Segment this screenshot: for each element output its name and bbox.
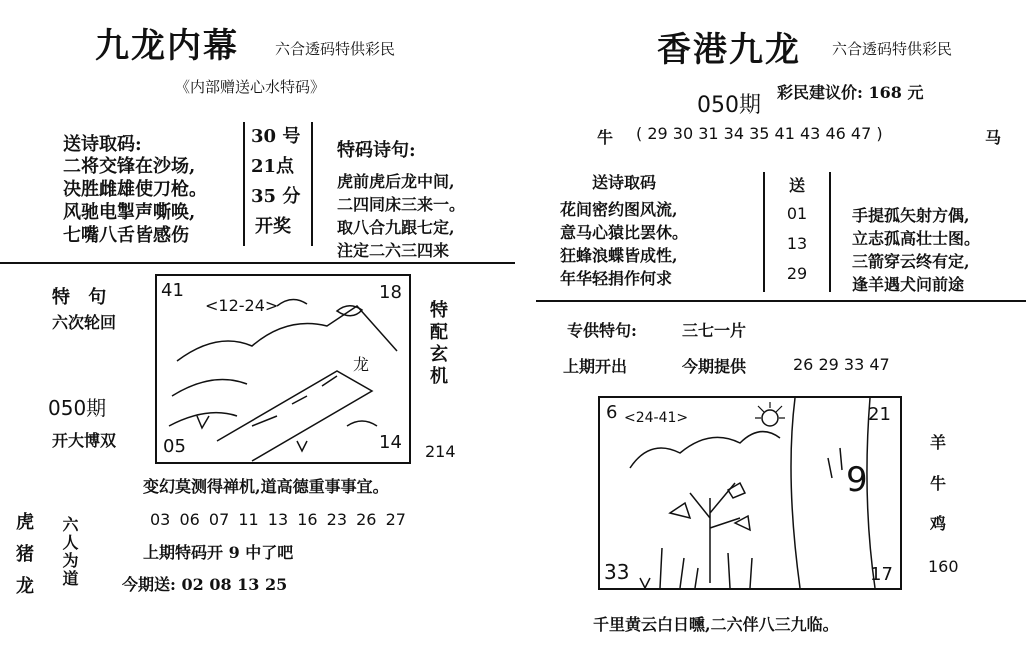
- code-214: 214: [425, 442, 456, 461]
- teju-label: 特 句: [52, 287, 113, 308]
- poem-line: 意马心猿比罢休。: [560, 223, 689, 242]
- big-double: 开大博双: [52, 431, 117, 450]
- right-verse: [852, 204, 980, 296]
- left-special-heading: 特码诗句:: [337, 140, 416, 161]
- draw-time-box: [243, 122, 313, 246]
- right-price: 彩民建议价: 168 元: [777, 83, 924, 102]
- sketch-number-tl: 41: [161, 280, 184, 301]
- left-sketch-drawing: [157, 276, 409, 462]
- right-sketch: [598, 396, 902, 590]
- verse-line: 手提孤矢射方偶,: [852, 206, 970, 225]
- zodiac-rooster: 鸡: [930, 514, 947, 533]
- zodiac-sheep: 羊: [930, 433, 947, 452]
- vertical-label: 特配玄机: [427, 300, 448, 388]
- right-divider: [536, 300, 1026, 302]
- special-value: 三七一片: [682, 321, 747, 340]
- provide-numbers: 26 29 33 47: [793, 355, 890, 374]
- right-poem-heading: 送诗取码: [592, 173, 657, 192]
- right-poem: [560, 198, 688, 290]
- right-title: 香港九龙: [657, 30, 801, 70]
- poem-line: 狂蜂浪蝶皆成性,: [560, 246, 678, 265]
- left-subtitle: 《内部赠送心水特码》: [175, 78, 326, 96]
- verse-line: 立志孤高壮士图。: [852, 229, 981, 248]
- right-tagline: 六合透码特供彩民: [832, 40, 953, 58]
- poem-line: 决胜雌雄使刀枪。: [63, 179, 207, 200]
- left-period: 050期: [48, 396, 107, 420]
- special-line: 取八合九跟七定,: [337, 218, 455, 237]
- this-period: 今期送: 02 08 13 25: [122, 575, 288, 594]
- send-label: 送: [788, 176, 805, 195]
- verse-line: 三箭穿云终有定,: [852, 252, 970, 271]
- sketch-number-tr: 18: [379, 282, 402, 303]
- sketch-number-tr: 21: [868, 404, 891, 425]
- send-number: 29: [786, 264, 808, 283]
- sketch-number-br: 17: [870, 564, 893, 585]
- ox-numbers: ( 29 30 31 34 35 41 43 46 47 ): [636, 124, 883, 143]
- left-tagline: 六合透码特供彩民: [275, 40, 396, 58]
- right-period: 050期: [697, 93, 761, 118]
- send-box: [763, 172, 831, 292]
- poem-line: 风驰电掣声嘶唤,: [63, 202, 196, 223]
- left-poem-heading: 送诗取码:: [63, 134, 142, 155]
- left-special-poem: [337, 170, 465, 262]
- draw-number: 30 号: [251, 126, 301, 147]
- left-divider: [0, 262, 515, 264]
- this-provide-label: 今期提供: [682, 357, 747, 376]
- ox-label: 牛: [597, 128, 614, 147]
- last-result: 上期特码开 9 中了吧: [143, 543, 294, 562]
- poem-line: 年华轻捐作何求: [560, 269, 673, 288]
- left-numbers: 03 06 07 11 13 16 23 26 27: [150, 510, 406, 529]
- draw-label: 开奖: [255, 216, 291, 237]
- poem-line: 二将交锋在沙场,: [63, 156, 196, 177]
- poem-line: 七嘴八舌皆感伤: [63, 225, 189, 246]
- zodiac-ox: 牛: [930, 474, 947, 493]
- sketch-number-br: 14: [379, 432, 402, 453]
- sketch-number-bl: 33: [604, 560, 630, 584]
- sketch-range: <12-24>: [205, 296, 279, 315]
- horse-label: 马: [985, 128, 1002, 147]
- left-title: 九龙内幕: [95, 26, 239, 66]
- draw-hour: 21点: [251, 156, 295, 177]
- zodiac-vertical: 虎猪龙: [13, 512, 34, 608]
- draw-minute: 35 分: [251, 186, 301, 207]
- six-vertical: 六人为道: [60, 516, 79, 588]
- left-motto: 变幻莫测得禅机,道高德重事事宜。: [143, 477, 389, 496]
- send-number: 01: [786, 204, 808, 223]
- left-sketch: [155, 274, 411, 464]
- send-number: 13: [786, 234, 808, 253]
- sketch-nine: 9: [846, 460, 868, 500]
- sketch-number-bl: 05: [163, 436, 186, 457]
- special-line: 二四同床三来一。: [337, 195, 466, 214]
- verse-line: 逢羊遇犬问前途: [852, 275, 965, 294]
- code-160: 160: [928, 557, 959, 576]
- left-poem: [63, 155, 207, 247]
- last-open-label: 上期开出: [563, 357, 628, 376]
- special-line: 注定二六三四来: [337, 241, 450, 260]
- sketch-dragon-char: 龙: [353, 355, 370, 374]
- special-line: 虎前虎后龙中间,: [337, 172, 455, 191]
- teju-value: 六次轮回: [52, 313, 117, 332]
- special-label: 专供特句:: [567, 321, 637, 340]
- sketch-range: <24-41>: [624, 410, 689, 426]
- sketch-number-tl: 6: [606, 402, 618, 423]
- poem-line: 花间密约图风流,: [560, 200, 678, 219]
- bottom-motto: 千里黄云白日曛,二六伴八三九临。: [593, 615, 839, 634]
